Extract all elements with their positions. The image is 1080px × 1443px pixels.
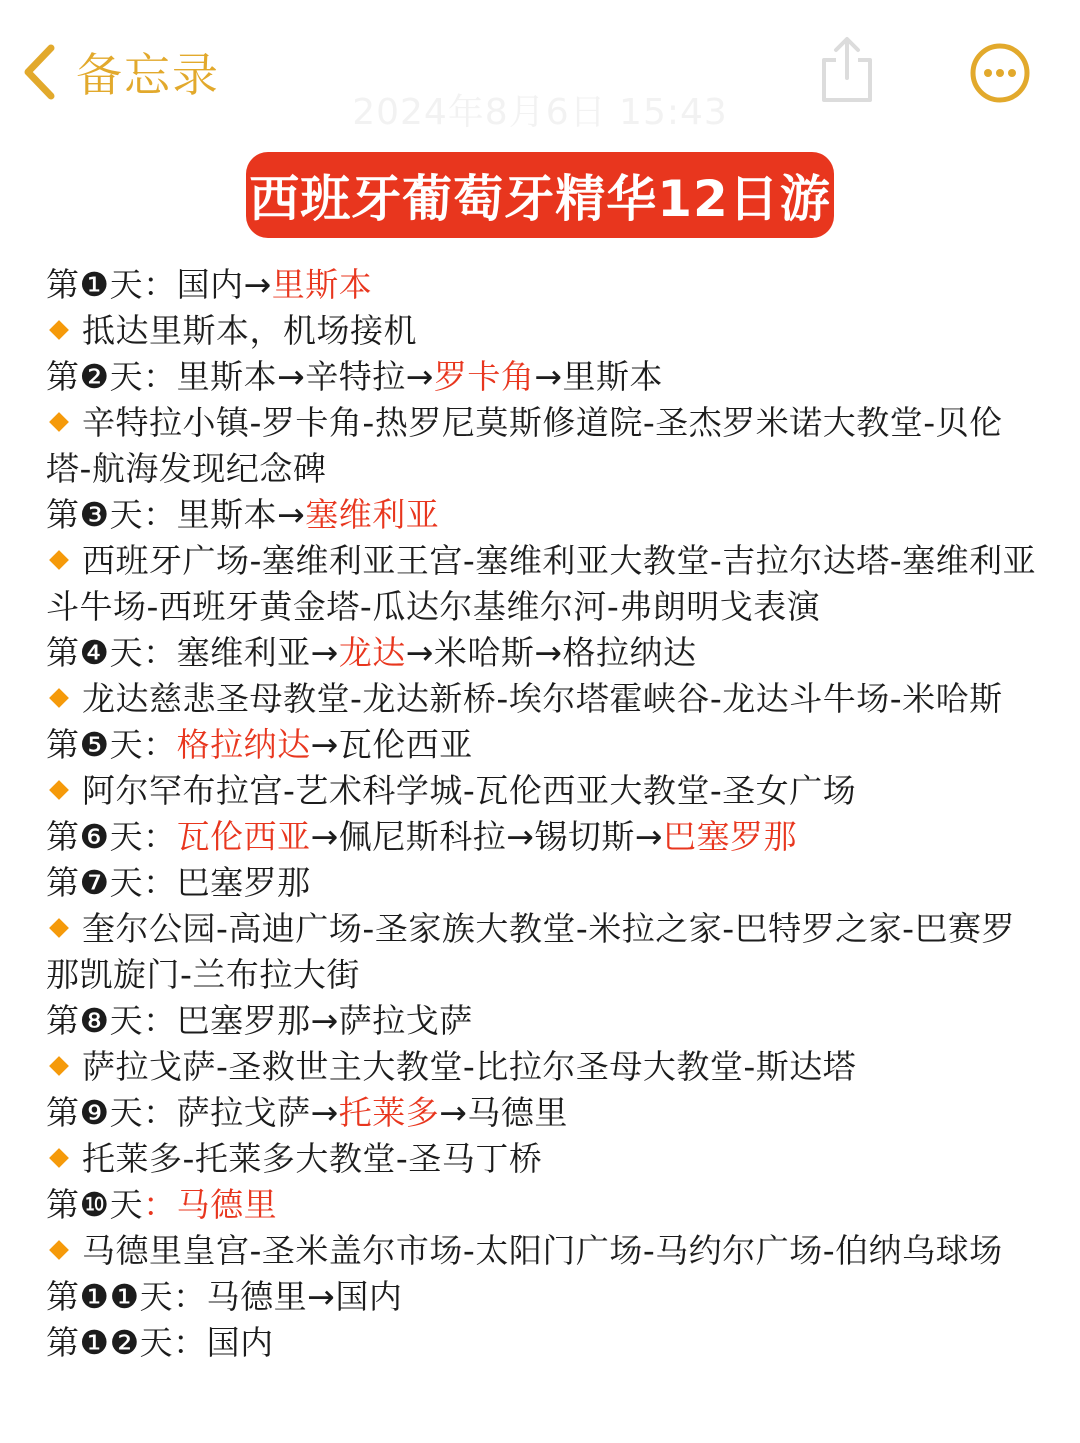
day-label: 第❶❷天：	[46, 1323, 207, 1362]
day-label: 第❶❶天：	[46, 1277, 207, 1316]
route-text: 巴塞罗那→萨拉戈萨	[176, 1001, 473, 1040]
route-text: →米哈斯→格拉纳达	[405, 633, 697, 672]
diamond-bullet-icon	[49, 320, 69, 340]
diamond-bullet-icon	[49, 1056, 69, 1076]
detail-text: 阿尔罕布拉宫-艺术科学城-瓦伦西亚大教堂-圣女广场	[82, 771, 857, 810]
route-highlight: 瓦伦西亚	[176, 817, 311, 856]
route-text: 塞维利亚→	[176, 633, 339, 672]
day-label: 第❶天：	[46, 265, 177, 304]
day-5-line	[46, 722, 1046, 768]
nav-bar	[0, 0, 1080, 140]
detail-text: 抵达里斯本，机场接机	[82, 311, 417, 350]
diamond-bullet-icon	[49, 688, 69, 708]
route-text: 巴塞罗那	[176, 863, 311, 902]
day-label: 第❻天：	[46, 817, 177, 856]
route-text: →马德里	[439, 1093, 568, 1132]
detail-text: 辛特拉小镇-罗卡角-热罗尼莫斯修道院-圣杰罗米诺大教堂-贝伦塔-航海发现纪念碑	[46, 403, 1003, 488]
detail-text: 西班牙广场-塞维利亚王宫-塞维利亚大教堂-吉拉尔达塔-塞维利亚斗牛场-西班牙黄金塔-瓜达尔基维尔河-弗朗明戈表演	[46, 541, 1037, 626]
route-highlight: 格拉纳达	[176, 725, 311, 764]
diamond-bullet-icon	[49, 1148, 69, 1168]
day-1-detail	[46, 308, 1046, 354]
day-label: 第❿天	[46, 1185, 144, 1224]
detail-text: 马德里皇宫-圣米盖尔市场-太阳门广场-马约尔广场-伯纳乌球场	[82, 1231, 1003, 1270]
detail-text: 龙达慈悲圣母教堂-龙达新桥-埃尔塔霍峡谷-龙达斗牛场-米哈斯	[82, 679, 1003, 718]
route-highlight: 托莱多	[338, 1093, 440, 1132]
detail-text: 萨拉戈萨-圣救世主大教堂-比拉尔圣母大教堂-斯达塔	[82, 1047, 857, 1086]
route-highlight: 巴塞罗那	[663, 817, 798, 856]
route-highlight: 罗卡角	[433, 357, 535, 396]
diamond-bullet-icon	[49, 550, 69, 570]
route-text: →瓦伦西亚	[310, 725, 473, 764]
day-10-detail	[46, 1228, 1046, 1274]
day-7-detail	[46, 906, 1046, 998]
route-text: →里斯本	[534, 357, 664, 396]
diamond-bullet-icon	[49, 780, 69, 800]
title-banner	[246, 152, 834, 238]
route-highlight: 里斯本	[271, 265, 373, 304]
day-label: 第❷天：	[46, 357, 177, 396]
day-2-line	[46, 354, 1046, 400]
detail-text: 托莱多-托莱多大教堂-圣马丁桥	[82, 1139, 543, 1178]
day-6-line	[46, 814, 1046, 860]
back-label: 备忘录	[76, 48, 220, 102]
detail-text: 奎尔公园-高迪广场-圣家族大教堂-米拉之家-巴特罗之家-巴赛罗那凯旋门-兰布拉大街	[46, 909, 1016, 994]
route-text: →佩尼斯科拉→锡切斯→	[310, 817, 664, 856]
route-text: 萨拉戈萨→	[176, 1093, 339, 1132]
day-label: 第❺天：	[46, 725, 177, 764]
note-date: 2024年8月6日 15:43	[352, 92, 728, 133]
day-8-line	[46, 998, 1046, 1044]
route-text: 国内	[206, 1323, 274, 1362]
day-label: 第❼天：	[46, 863, 177, 902]
day-1-line	[46, 262, 1046, 308]
day-3-line	[46, 492, 1046, 538]
diamond-bullet-icon	[49, 412, 69, 432]
more-icon[interactable]	[969, 42, 1031, 104]
note-body[interactable]	[46, 262, 1046, 1366]
share-icon[interactable]	[816, 34, 878, 106]
day-label: 第❽天：	[46, 1001, 177, 1040]
day-11-line	[46, 1274, 1046, 1320]
route-text: 国内→	[176, 265, 272, 304]
day-label: 第❾天：	[46, 1093, 177, 1132]
day-9-line	[46, 1090, 1046, 1136]
day-3-detail	[46, 538, 1046, 630]
day-9-detail	[46, 1136, 1046, 1182]
note-title: 西班牙葡萄牙精华12日游	[249, 170, 831, 228]
day-label: 第❸天：	[46, 495, 177, 534]
day-4-detail	[46, 676, 1046, 722]
route-highlight: 塞维利亚	[305, 495, 440, 534]
route-text: 马德里→国内	[206, 1277, 403, 1316]
day-12-line	[46, 1320, 1046, 1366]
day-2-detail	[46, 400, 1046, 492]
day-label: 第❹天：	[46, 633, 177, 672]
route-highlight: 龙达	[338, 633, 406, 672]
day-4-line	[46, 630, 1046, 676]
day-10-line	[46, 1182, 1046, 1228]
day-5-detail	[46, 768, 1046, 814]
route-text: 里斯本→辛特拉→	[176, 357, 434, 396]
day-8-detail	[46, 1044, 1046, 1090]
route-highlight: ：马德里	[143, 1185, 278, 1224]
day-7-line	[46, 860, 1046, 906]
diamond-bullet-icon	[49, 918, 69, 938]
route-text: 里斯本→	[176, 495, 306, 534]
diamond-bullet-icon	[49, 1240, 69, 1260]
